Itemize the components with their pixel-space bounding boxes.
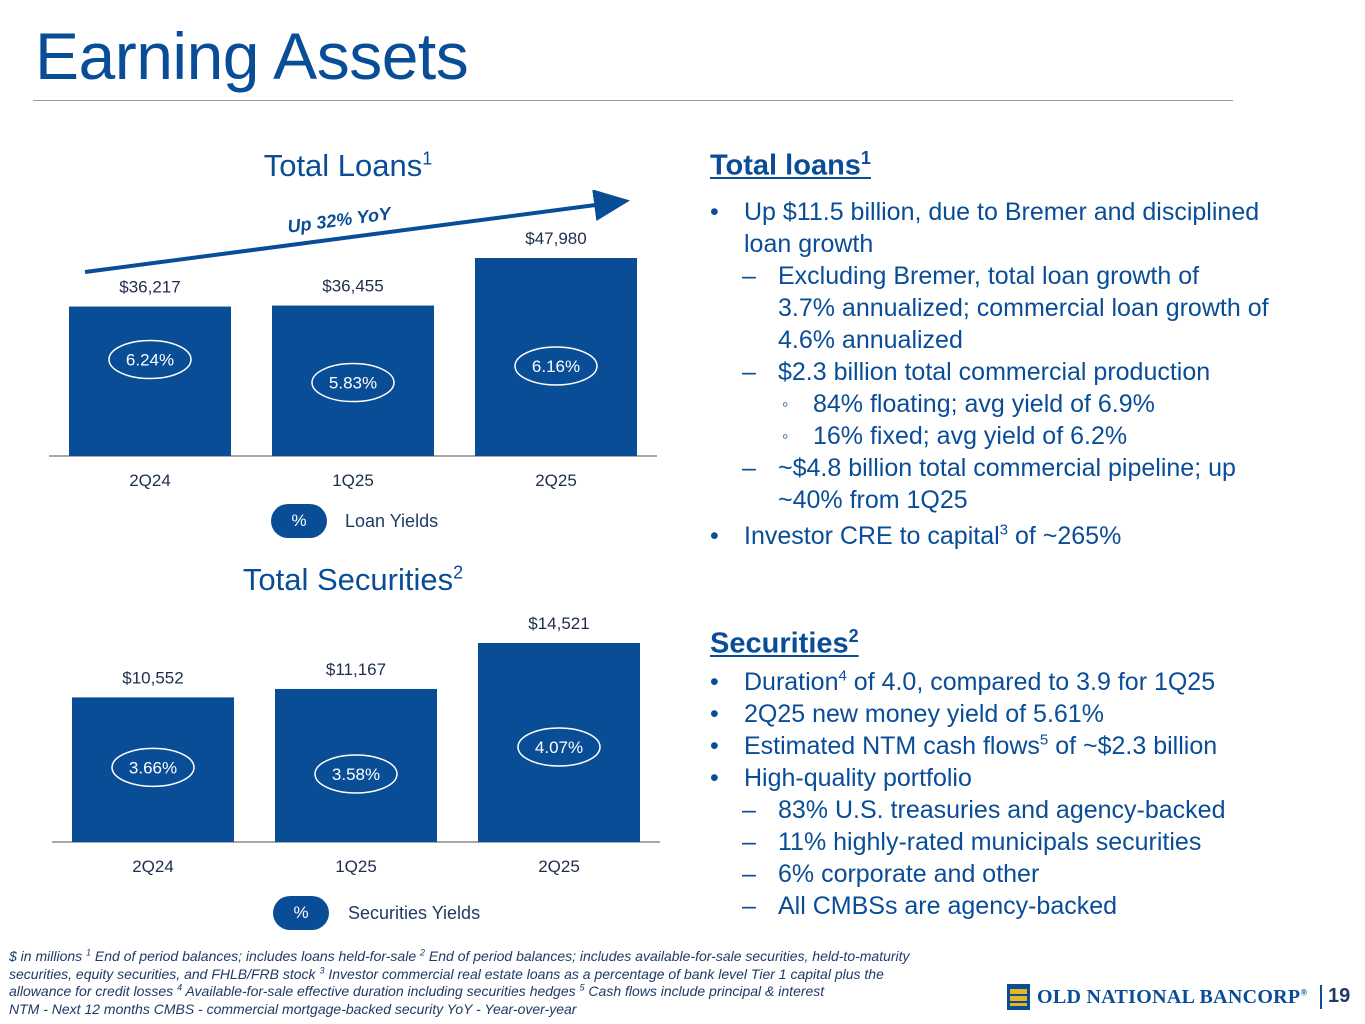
loans-dash-2: $2.3 billion total commercial production bbox=[778, 358, 1211, 386]
bullet-marker: • bbox=[710, 198, 719, 226]
footnote-text: allowance for credit losses bbox=[9, 983, 178, 999]
bullet-marker: • bbox=[710, 522, 719, 550]
loans-bullets bbox=[710, 196, 1330, 556]
page-title: Earning Assets bbox=[35, 19, 469, 93]
footnote-ref: 5 bbox=[1039, 731, 1049, 749]
yield-label: 6.24% bbox=[125, 350, 175, 370]
footnote-ref: 4 bbox=[838, 667, 847, 685]
bank-logo-icon bbox=[1007, 984, 1030, 1010]
footnote-ref: 3 bbox=[319, 964, 325, 975]
loans-bullet-2 bbox=[744, 520, 1121, 552]
bar-value-label: $10,552 bbox=[122, 668, 184, 688]
category-label: 1Q25 bbox=[332, 471, 374, 490]
loans-chart-title-text: Total Loans bbox=[263, 148, 423, 183]
bar-value-label: $14,521 bbox=[528, 614, 590, 633]
footnote-line-4: NTM - Next 12 months CMBS - commercial mortgage-backed security YoY - Year-over-year bbox=[9, 1000, 577, 1017]
footnote-text: Investor commercial real estate loans as a percentage of bank level Tier 1 capital plus the bbox=[324, 965, 884, 982]
category-label: 2Q24 bbox=[132, 857, 174, 876]
securities-bullet-3 bbox=[744, 730, 1217, 762]
securities-legend-pill: % bbox=[273, 896, 329, 930]
bar-value-label: $47,980 bbox=[525, 229, 587, 248]
loans-dash-3-line-2: ~40% from 1Q25 bbox=[778, 486, 968, 514]
securities-chart-title-text: Total Securities bbox=[242, 562, 454, 597]
loans-bullet-2-suffix: of ~265% bbox=[1008, 522, 1122, 550]
yield-label: 4.07% bbox=[534, 738, 584, 757]
category-label: 2Q25 bbox=[535, 471, 577, 490]
page-number-divider bbox=[1320, 985, 1322, 1009]
loans-bullet-1-line-2: loan growth bbox=[744, 230, 874, 258]
securities-bullet-3-text: Estimated NTM cash flows bbox=[744, 732, 1040, 760]
securities-heading-sup: 2 bbox=[848, 626, 859, 646]
circle-bullet-marker: ◦ bbox=[782, 426, 789, 446]
footnote-text: End of period balances; includes available-for-sale securities, held-to-maturity bbox=[425, 948, 910, 964]
yield-label: 6.16% bbox=[531, 357, 581, 376]
loans-dash-3-line-1: ~$4.8 billion total commercial pipeline; up bbox=[778, 454, 1236, 482]
loans-heading bbox=[710, 148, 871, 183]
footnote-text: securities, equity securities, and FHLB/FRB stock bbox=[9, 965, 320, 982]
loans-dash-1-line-1: Excluding Bremer, total loan growth of bbox=[778, 262, 1200, 290]
footnote-ref: 3 bbox=[999, 521, 1009, 539]
footnote-text: Cash flows include principal & interest bbox=[584, 983, 825, 999]
loans-chart-title-sup: 1 bbox=[422, 148, 433, 169]
securities-bars bbox=[52, 614, 660, 876]
securities-dash-1: 83% U.S. treasuries and agency-backed bbox=[778, 796, 1226, 824]
securities-chart-title bbox=[203, 562, 503, 598]
dash-marker: – bbox=[742, 454, 756, 482]
yield-label: 3.58% bbox=[331, 764, 381, 784]
yield-label: 5.83% bbox=[328, 373, 378, 393]
footnote-text: Available-for-sale effective duration including securities hedges bbox=[182, 983, 580, 999]
category-label: 2Q24 bbox=[129, 471, 171, 490]
footnote-line-2 bbox=[9, 966, 1009, 984]
footnote-ref: 4 bbox=[177, 982, 183, 993]
securities-chart bbox=[0, 600, 700, 900]
registered-mark: ® bbox=[1300, 987, 1308, 998]
footnote-text: $ in millions bbox=[9, 948, 87, 964]
securities-bullet-1-suffix: of 4.0, compared to 3.9 for 1Q25 bbox=[846, 668, 1216, 696]
loans-bullet-1-line-1: Up $11.5 billion, due to Bremer and disciplined bbox=[744, 198, 1260, 226]
footnotes bbox=[9, 948, 1009, 1018]
securities-bullet-4: High-quality portfolio bbox=[744, 764, 972, 792]
securities-bullet-1-text: Duration bbox=[744, 668, 839, 696]
dash-marker: – bbox=[742, 860, 756, 888]
loans-legend-label: Loan Yields bbox=[345, 511, 439, 531]
footnote-line-3 bbox=[9, 983, 1009, 1001]
loans-sub-2: 16% fixed; avg yield of 6.2% bbox=[813, 422, 1128, 450]
bullet-marker: • bbox=[710, 668, 719, 696]
securities-bullet-1 bbox=[744, 666, 1215, 698]
securities-bullet-3-suffix: of ~$2.3 billion bbox=[1048, 732, 1218, 760]
securities-chart-title-sup: 2 bbox=[453, 562, 464, 583]
dash-marker: – bbox=[742, 796, 756, 824]
dash-marker: – bbox=[742, 358, 756, 386]
loans-heading-text: Total loans bbox=[710, 149, 861, 182]
bank-logo-text bbox=[1037, 986, 1307, 1009]
bullet-marker: • bbox=[710, 764, 719, 792]
loans-chart-title bbox=[198, 148, 498, 184]
title-divider bbox=[33, 100, 1233, 101]
loans-dash-1-line-3: 4.6% annualized bbox=[778, 326, 963, 354]
dash-marker: – bbox=[742, 262, 756, 290]
growth-annotation: Up 32% YoY bbox=[286, 203, 393, 237]
footnote-ref: 5 bbox=[579, 982, 585, 993]
loans-sub-1: 84% floating; avg yield of 6.9% bbox=[813, 390, 1155, 418]
loans-heading-sup: 1 bbox=[860, 148, 871, 168]
footnote-text: End of period balances; includes loans held-for-sale bbox=[91, 948, 420, 964]
dash-marker: – bbox=[742, 828, 756, 856]
securities-legend-label: Securities Yields bbox=[348, 903, 481, 923]
securities-bullet-2: 2Q25 new money yield of 5.61% bbox=[744, 700, 1104, 728]
securities-dash-3: 6% corporate and other bbox=[778, 860, 1040, 888]
bullet-marker: • bbox=[710, 732, 719, 760]
category-label: 1Q25 bbox=[335, 857, 377, 876]
bar-value-label: $11,167 bbox=[325, 659, 387, 679]
bullet-marker: • bbox=[710, 700, 719, 728]
bar-value-label: $36,455 bbox=[322, 276, 384, 296]
yield-label: 3.66% bbox=[128, 758, 178, 778]
footnote-ref: 2 bbox=[420, 947, 426, 958]
securities-dash-4: All CMBSs are agency-backed bbox=[778, 892, 1118, 920]
loans-legend-pill: % bbox=[271, 504, 327, 538]
securities-heading-text: Securities bbox=[710, 627, 849, 660]
dash-marker: – bbox=[742, 892, 756, 920]
footnote-line-1 bbox=[9, 948, 1009, 966]
footnote-ref: 1 bbox=[86, 947, 92, 958]
loans-dash-1-line-2: 3.7% annualized; commercial loan growth of bbox=[778, 294, 1269, 322]
circle-bullet-marker: ◦ bbox=[782, 394, 789, 414]
loans-bars bbox=[49, 229, 657, 490]
page-number: 19 bbox=[1328, 985, 1351, 1007]
securities-heading bbox=[710, 626, 859, 661]
loans-bullet-2-text: Investor CRE to capital bbox=[744, 522, 1000, 550]
bar-2Q24 bbox=[69, 307, 231, 456]
category-label: 2Q25 bbox=[538, 857, 580, 876]
loans-chart bbox=[0, 190, 700, 510]
logo-wordmark: OLD NATIONAL BANCORP bbox=[1037, 986, 1301, 1008]
bar-value-label: $36,217 bbox=[119, 277, 181, 297]
securities-bullets bbox=[710, 666, 1330, 926]
securities-dash-2: 11% highly-rated municipals securities bbox=[778, 828, 1202, 856]
